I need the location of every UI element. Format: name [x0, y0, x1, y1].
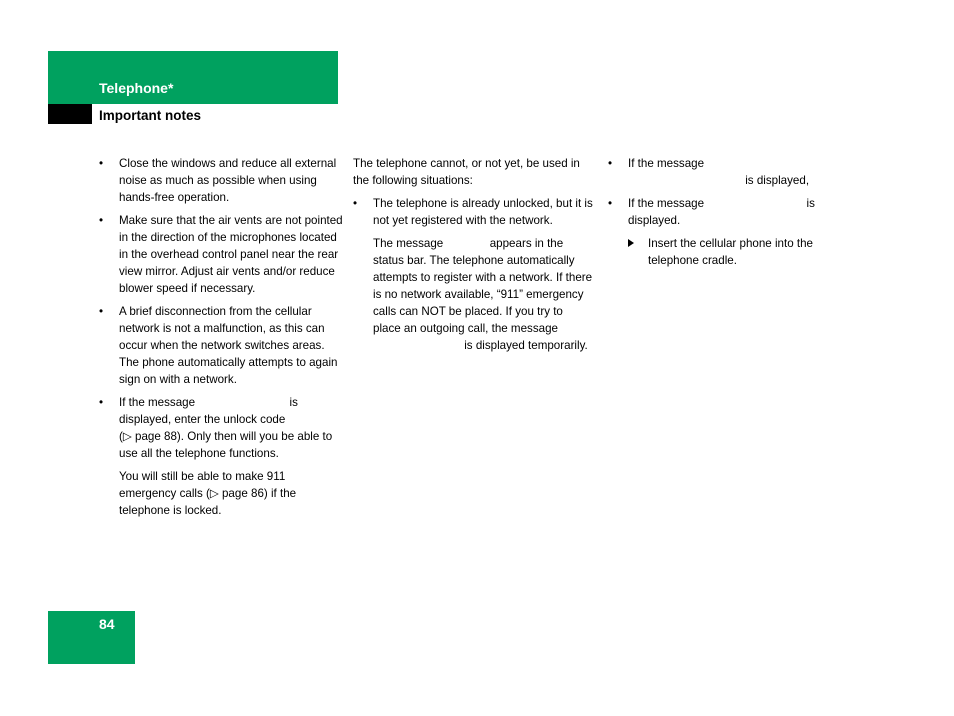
paragraph-text: appears in the status bar. The telephone automatically attempts to register with a network. If there is no network available, “911” emergency calls can NOT be placed. If you try to place an outgoing call, the message	[373, 237, 593, 335]
list-item	[99, 303, 344, 388]
subheading: Important notes	[99, 108, 202, 123]
header-bar	[48, 51, 338, 104]
step-text: Insert the cellular phone into the telephone cradle.	[648, 237, 813, 267]
bullet-list	[99, 155, 344, 462]
intro-paragraph: The telephone cannot, or not yet, be used in the following situations:	[353, 157, 580, 187]
bullet-text: Make sure that the air vents are not pointed in the direction of the microphones located in the overhead control panel near the rear view mirror. Adjust air vents and/or reduce blower speed if necessary.	[119, 214, 343, 295]
section-title: Telephone*	[99, 80, 174, 96]
instruction-step	[628, 235, 853, 269]
paragraph-text: The message	[373, 237, 444, 250]
page-number: 84	[99, 616, 115, 632]
bullet-text: Close the windows and reduce all external noise as much as possible when using hands-free operation.	[119, 157, 337, 204]
bullet-list	[353, 195, 593, 229]
column-3	[608, 155, 853, 269]
bullet-text: is displayed.	[628, 197, 815, 227]
list-item	[353, 195, 593, 229]
bullet-text: If the message	[628, 157, 705, 170]
bullet-text: If the message	[119, 396, 196, 409]
list-item	[99, 155, 344, 206]
page-number-box	[48, 611, 135, 664]
bullet-text: (▷ page 88). Only then will you be able to use all the telephone functions.	[119, 430, 333, 460]
list-item	[99, 394, 344, 462]
bullet-list	[608, 155, 853, 229]
bullet-text: A brief disconnection from the cellular network is not a malfunction, as this can occur when the network switches areas. The phone automatically attempts to again sign on with a network.	[119, 305, 338, 386]
step-container	[608, 235, 853, 269]
list-item	[99, 212, 344, 297]
bullet-text: is displayed, enter the unlock code	[119, 396, 298, 426]
column-1	[99, 155, 344, 519]
paragraph: You will still be able to make 911 emergency calls (▷ page 86) if the telephone is locked.	[119, 470, 297, 517]
triangle-arrow-icon	[628, 239, 634, 247]
bullet-text: is displayed,	[745, 174, 810, 187]
subheading-marker	[48, 104, 92, 124]
bullet-text: If the message	[628, 197, 705, 210]
list-item	[608, 155, 853, 189]
list-item	[608, 195, 853, 229]
paragraph-text: is displayed temporarily.	[464, 339, 588, 352]
column-2	[353, 155, 593, 354]
bullet-text: The telephone is already unlocked, but it is not yet registered with the network.	[373, 197, 593, 227]
paragraph	[353, 235, 593, 354]
